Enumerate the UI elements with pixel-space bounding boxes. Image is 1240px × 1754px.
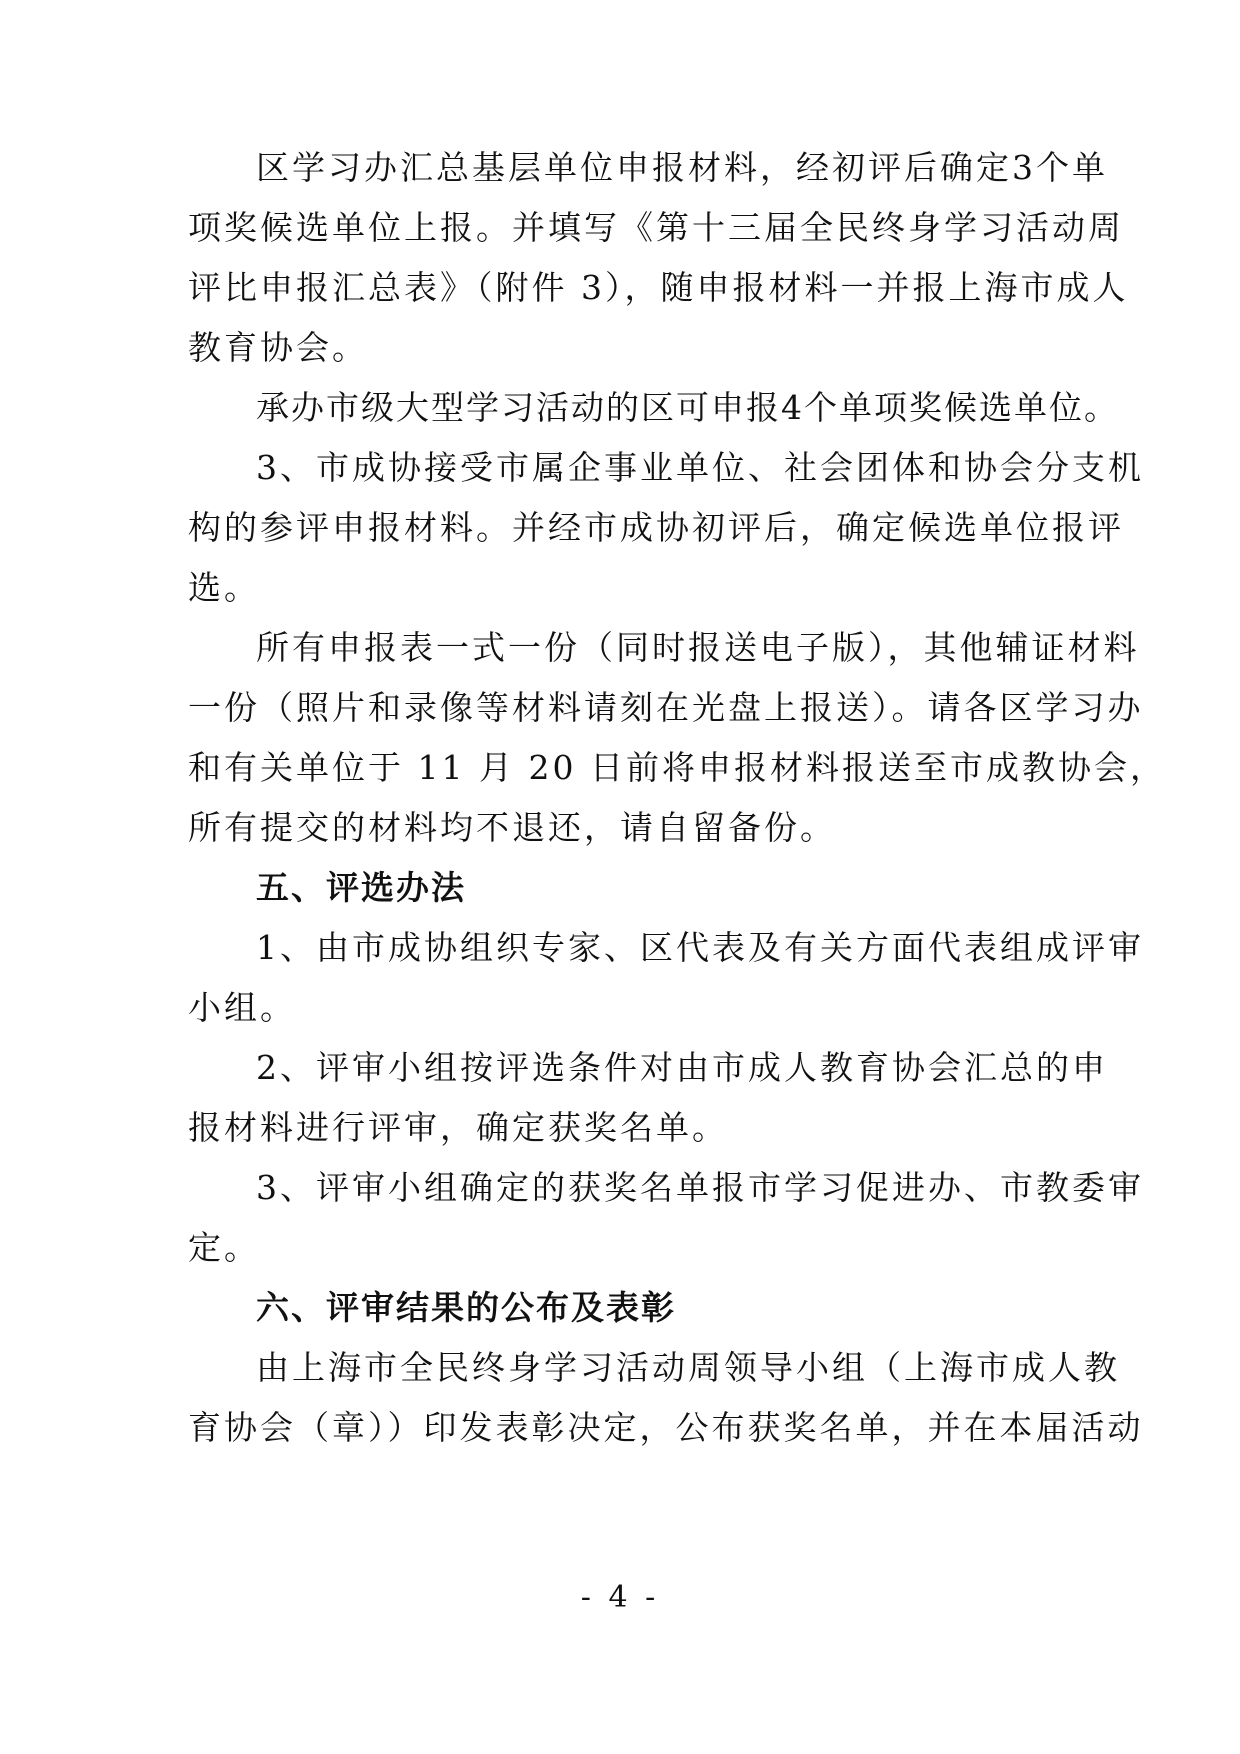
section-6-paragraph-line-2: 育协会（章））印发表彰决定，公布获奖名单，并在本届活动 xyxy=(188,1408,1144,1447)
paragraph-4-line-2: 一份（照片和录像等材料请刻在光盘上报送）。请各区学习办 xyxy=(188,688,1144,727)
paragraph-3-line-1: 3、市成协接受市属企事业单位、社会团体和协会分支机 xyxy=(256,448,1144,487)
paragraph-1-line-4: 教育协会。 xyxy=(188,328,368,367)
paragraph-4-line-1: 所有申报表一式一份（同时报送电子版），其他辅证材料 xyxy=(256,628,1140,667)
section-6-heading: 六、评审结果的公布及表彰 xyxy=(256,1288,676,1327)
section-5-item-3-line-1: 3、评审小组确定的获奖名单报市学习促进办、市教委审 xyxy=(256,1168,1144,1207)
section-5-item-1-line-2: 小组。 xyxy=(188,988,296,1027)
section-6-paragraph-line-1: 由上海市全民终身学习活动周领导小组（上海市成人教 xyxy=(256,1348,1120,1387)
paragraph-1-line-2: 项奖候选单位上报。并填写《第十三届全民终身学习活动周 xyxy=(188,208,1124,247)
paragraph-4-line-4: 所有提交的材料均不退还，请自留备份。 xyxy=(188,808,836,847)
section-5-item-3-line-2: 定。 xyxy=(188,1228,260,1267)
paragraph-3-line-3: 选。 xyxy=(188,568,260,607)
paragraph-2-line-1: 承办市级大型学习活动的区可申报4个单项奖候选单位。 xyxy=(256,388,1119,427)
paragraph-1-line-1: 区学习办汇总基层单位申报材料，经初评后确定3个单 xyxy=(256,148,1108,187)
section-5-item-2-line-1: 2、评审小组按评选条件对由市成人教育协会汇总的申 xyxy=(256,1048,1108,1087)
paragraph-1-line-3: 评比申报汇总表》（附件 3），随申报材料一并报上海市成人 xyxy=(188,268,1129,307)
section-5-item-2-line-2: 报材料进行评审，确定获奖名单。 xyxy=(188,1108,728,1147)
section-5-item-1-line-1: 1、由市成协组织专家、区代表及有关方面代表组成评审 xyxy=(256,928,1144,967)
section-5-heading: 五、评选办法 xyxy=(256,868,466,907)
paragraph-4-line-3: 和有关单位于 11 月 20 日前将申报材料报送至市成教协会， xyxy=(188,748,1166,787)
page-number: - 4 - xyxy=(580,1580,660,1615)
paragraph-3-line-2: 构的参评申报材料。并经市成协初评后，确定候选单位报评 xyxy=(188,508,1124,547)
